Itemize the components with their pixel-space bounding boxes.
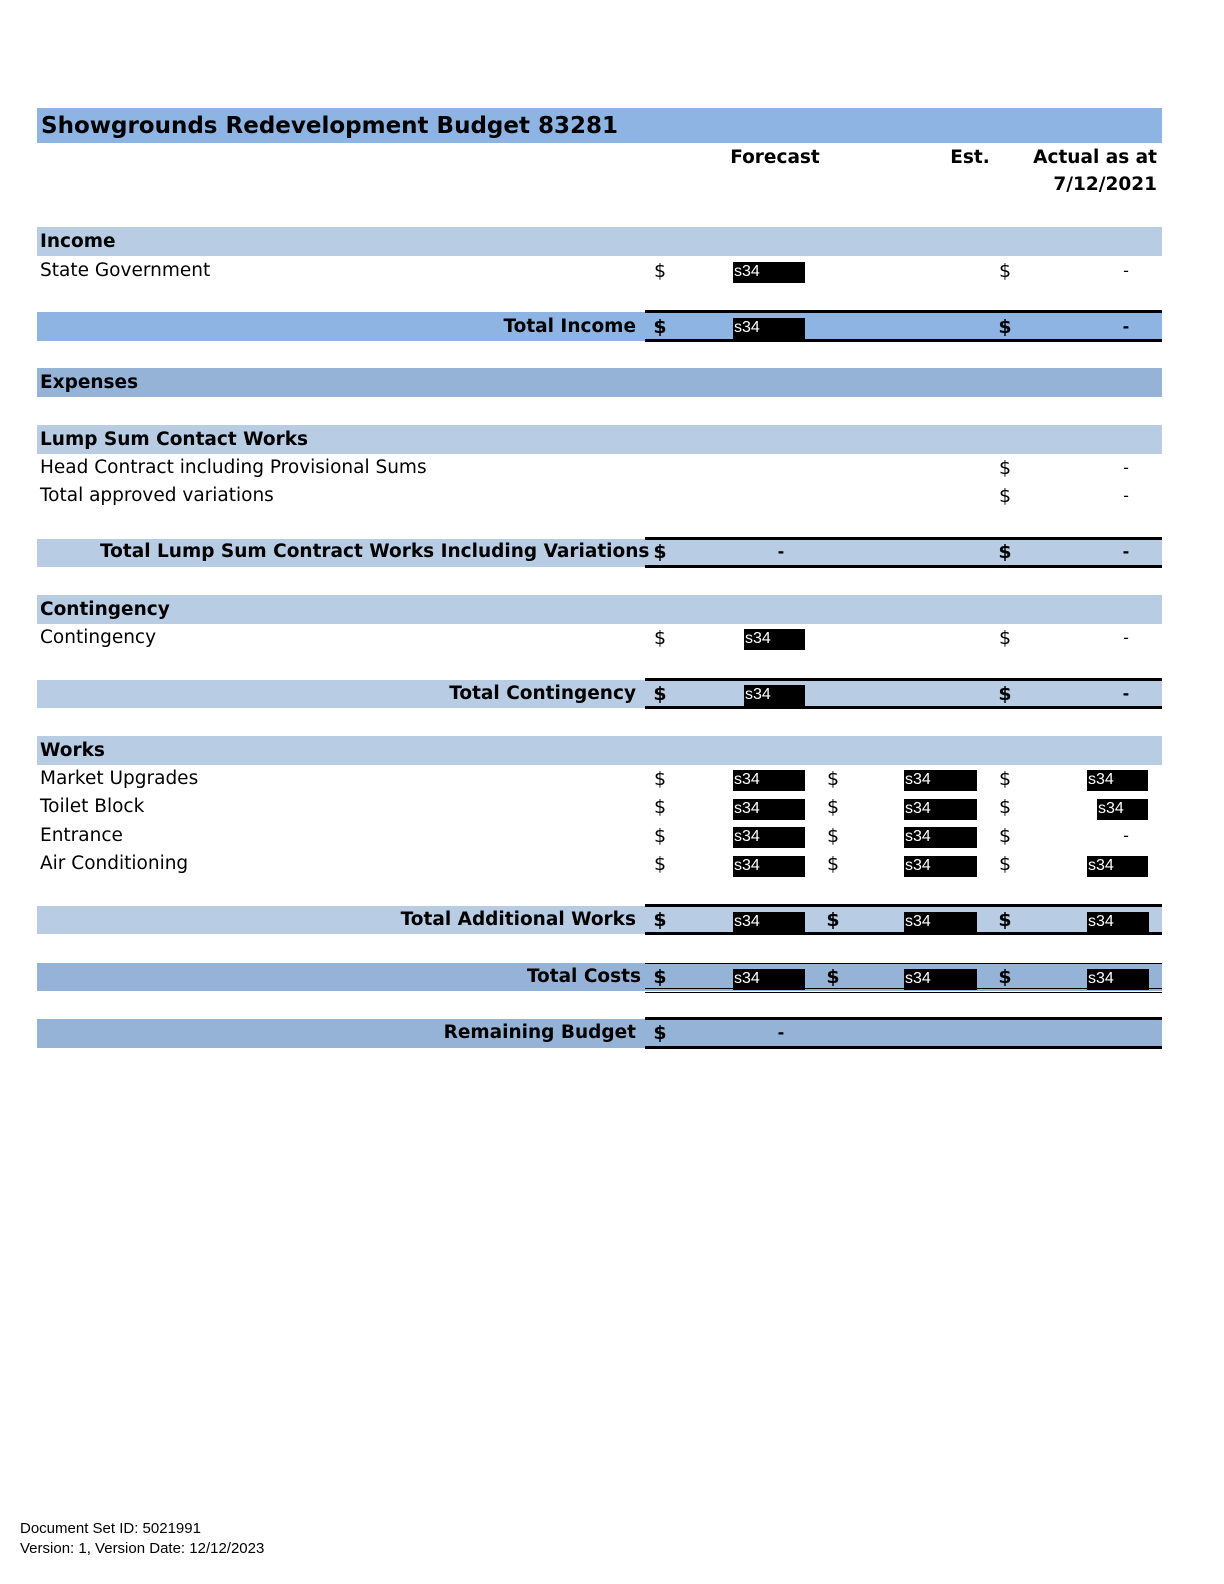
total-contingency-label: Total Contingency xyxy=(449,683,636,704)
dollar-symbol: $ xyxy=(998,796,1012,818)
nil-value: - xyxy=(777,542,785,561)
dollar-symbol: $ xyxy=(998,966,1012,988)
dollar-symbol: $ xyxy=(998,260,1012,282)
redacted-value: s34 xyxy=(904,799,977,820)
contingency-heading-band xyxy=(37,595,1162,624)
total-top-rule xyxy=(645,904,1162,907)
redacted-value: s34 xyxy=(733,912,805,933)
nil-value: - xyxy=(1123,628,1129,647)
redacted-value: s34 xyxy=(1087,856,1148,877)
total-bottom-rule xyxy=(645,339,1162,342)
nil-value: - xyxy=(1123,458,1129,477)
redacted-value: s34 xyxy=(744,629,805,650)
dollar-symbol: $ xyxy=(998,768,1012,790)
total-bottom-rule xyxy=(645,992,1162,993)
document-set-id: Document Set ID: 5021991 xyxy=(20,1520,201,1537)
redacted-value: s34 xyxy=(1087,969,1149,990)
nil-value: - xyxy=(1122,542,1130,561)
redacted-value: s34 xyxy=(733,856,805,877)
income-heading: Income xyxy=(40,231,116,252)
row-label: Head Contract including Provisional Sums xyxy=(40,457,427,478)
redacted-value: s34 xyxy=(904,770,977,791)
dollar-symbol: $ xyxy=(998,457,1012,479)
lump-sum-heading: Lump Sum Contact Works xyxy=(40,429,309,450)
redacted-value: s34 xyxy=(1087,770,1148,791)
nil-value: - xyxy=(1123,826,1129,845)
total-bottom-rule xyxy=(645,565,1162,568)
total-bottom-rule xyxy=(645,1046,1162,1049)
works-heading-band xyxy=(37,736,1162,765)
dollar-symbol: $ xyxy=(998,316,1012,338)
dollar-symbol: $ xyxy=(998,909,1012,931)
redacted-value: s34 xyxy=(904,969,977,990)
redacted-value: s34 xyxy=(904,856,977,877)
dollar-symbol: $ xyxy=(998,541,1012,563)
remaining-budget-label: Remaining Budget xyxy=(443,1022,636,1043)
income-heading-band xyxy=(37,227,1162,256)
redacted-value: s34 xyxy=(744,685,805,706)
dollar-symbol: $ xyxy=(653,853,667,875)
dollar-symbol: $ xyxy=(826,796,840,818)
total-top-rule xyxy=(645,537,1162,540)
total-top-rule xyxy=(645,310,1162,313)
row-label: State Government xyxy=(40,260,211,281)
total-top-rule xyxy=(645,1017,1162,1020)
dollar-symbol: $ xyxy=(653,683,667,705)
total-top-rule xyxy=(645,963,1162,964)
dollar-symbol: $ xyxy=(826,825,840,847)
row-label: Air Conditioning xyxy=(40,853,189,874)
redacted-value: s34 xyxy=(733,770,805,791)
dollar-symbol: $ xyxy=(998,485,1012,507)
total-income-label: Total Income xyxy=(503,316,636,337)
dollar-symbol: $ xyxy=(653,1022,667,1044)
total-works-label: Total Additional Works xyxy=(400,909,636,930)
dollar-symbol: $ xyxy=(653,768,667,790)
version-info: Version: 1, Version Date: 12/12/2023 xyxy=(20,1540,265,1557)
dollar-symbol: $ xyxy=(653,796,667,818)
dollar-symbol: $ xyxy=(653,627,667,649)
row-label: Total approved variations xyxy=(40,485,274,506)
nil-value: - xyxy=(777,1023,785,1042)
works-heading: Works xyxy=(40,740,105,761)
nil-value: - xyxy=(1123,261,1129,280)
dollar-symbol: $ xyxy=(653,541,667,563)
nil-value: - xyxy=(1122,317,1130,336)
dollar-symbol: $ xyxy=(998,627,1012,649)
redacted-value: s34 xyxy=(1087,912,1149,933)
redacted-value: s34 xyxy=(733,262,805,283)
row-label: Entrance xyxy=(40,825,123,846)
expenses-heading: Expenses xyxy=(40,372,139,393)
dollar-symbol: $ xyxy=(826,909,840,931)
redacted-value: s34 xyxy=(904,912,977,933)
nil-value: - xyxy=(1123,486,1129,505)
column-header-actual: Actual as at xyxy=(1033,147,1157,168)
nil-value: - xyxy=(1122,684,1130,703)
total-bottom-rule xyxy=(645,706,1162,709)
dollar-symbol: $ xyxy=(998,683,1012,705)
contingency-heading: Contingency xyxy=(40,599,170,620)
row-label: Market Upgrades xyxy=(40,768,199,789)
redacted-value: s34 xyxy=(1097,799,1148,820)
dollar-symbol: $ xyxy=(826,853,840,875)
dollar-symbol: $ xyxy=(826,966,840,988)
total-top-rule xyxy=(645,678,1162,681)
row-label: Toilet Block xyxy=(40,796,145,817)
column-header-actual-date: 7/12/2021 xyxy=(1053,174,1157,195)
total-costs-label: Total Costs xyxy=(526,966,641,987)
dollar-symbol: $ xyxy=(653,909,667,931)
row-label: Contingency xyxy=(40,627,157,648)
dollar-symbol: $ xyxy=(653,260,667,282)
column-header-forecast: Forecast xyxy=(730,147,820,168)
dollar-symbol: $ xyxy=(998,825,1012,847)
dollar-symbol: $ xyxy=(826,768,840,790)
total-lump-sum-label: Total Lump Sum Contract Works Including Variations xyxy=(100,541,650,562)
page-title: Showgrounds Redevelopment Budget 83281 xyxy=(41,113,619,139)
redacted-value: s34 xyxy=(733,318,805,339)
column-header-est: Est. xyxy=(950,147,990,168)
dollar-symbol: $ xyxy=(653,966,667,988)
redacted-value: s34 xyxy=(733,799,805,820)
expenses-heading-band xyxy=(37,368,1162,397)
redacted-value: s34 xyxy=(733,827,805,848)
dollar-symbol: $ xyxy=(653,825,667,847)
dollar-symbol: $ xyxy=(653,316,667,338)
redacted-value: s34 xyxy=(904,827,977,848)
dollar-symbol: $ xyxy=(998,853,1012,875)
redacted-value: s34 xyxy=(733,969,805,990)
